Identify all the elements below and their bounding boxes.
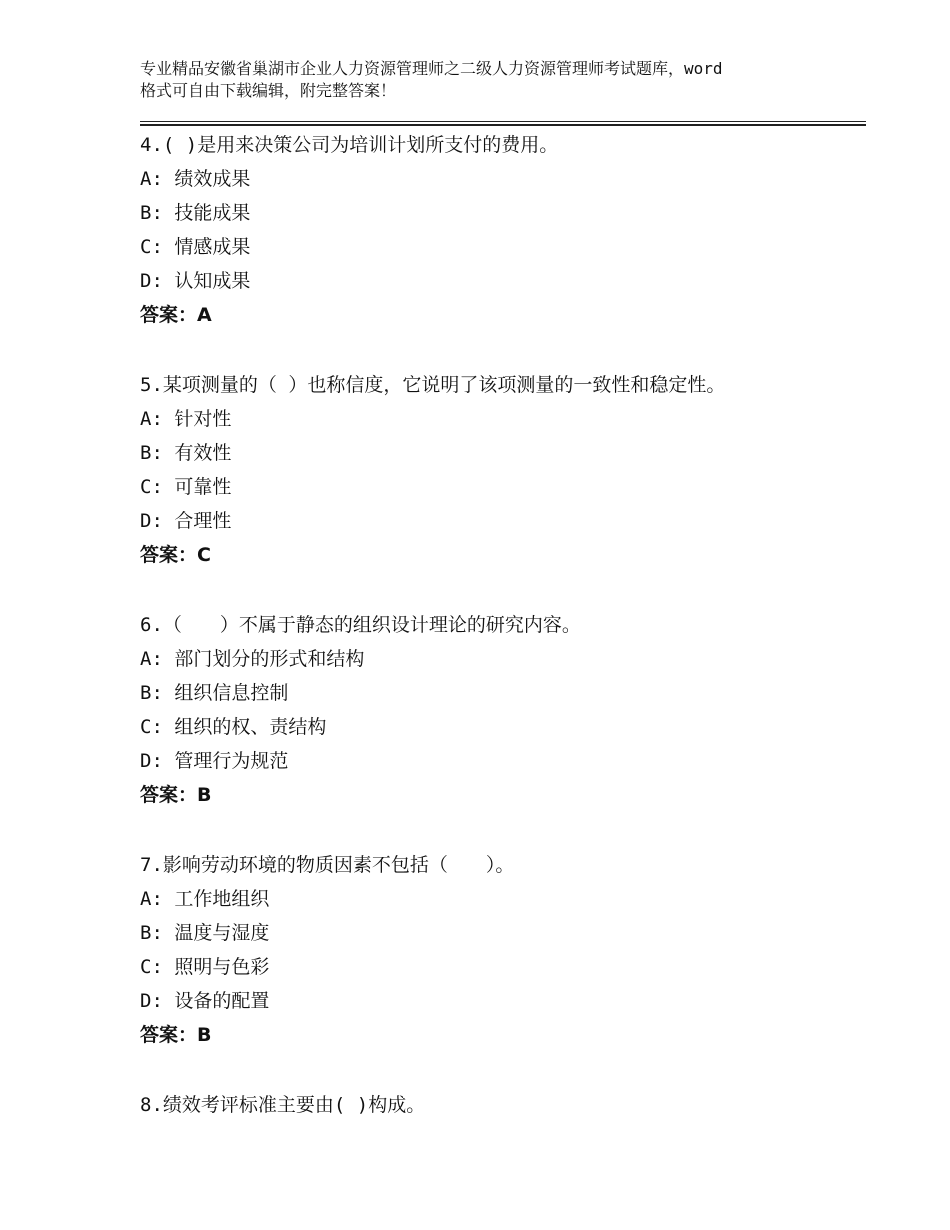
question-list <box>140 128 860 1122</box>
option-b: B: 技能成果 <box>140 202 251 224</box>
option-a: A: 部门划分的形式和结构 <box>140 648 365 670</box>
question-text: 8.绩效考评标准主要由( )构成。 <box>140 1094 426 1116</box>
option-a: A: 工作地组织 <box>140 888 270 910</box>
question-text: 4.( )是用来决策公司为培训计划所支付的费用。 <box>140 134 559 156</box>
question-spacer <box>140 812 860 848</box>
question-text: 5.某项测量的（ ）也称信度，它说明了该项测量的一致性和稳定性。 <box>140 374 726 396</box>
option-b: B: 组织信息控制 <box>140 682 289 704</box>
option-d: D: 认知成果 <box>140 270 251 292</box>
answer: 答案：A <box>140 304 212 326</box>
question-4 <box>140 128 860 332</box>
question-text: 7.影响劳动环境的物质因素不包括（ ）。 <box>140 854 515 876</box>
answer: 答案：C <box>140 544 211 566</box>
question-spacer <box>140 332 860 368</box>
option-d: D: 管理行为规范 <box>140 750 289 772</box>
header-divider-thick <box>140 124 866 126</box>
header-line-1: 专业精品安徽省巢湖市企业人力资源管理师之二级人力资源管理师考试题库，word <box>140 59 723 78</box>
question-6 <box>140 608 860 812</box>
document-header <box>140 58 830 102</box>
option-c: C: 组织的权、责结构 <box>140 716 327 738</box>
question-spacer <box>140 1052 860 1088</box>
question-spacer <box>140 572 860 608</box>
question-5 <box>140 368 860 572</box>
answer: 答案：B <box>140 1024 212 1046</box>
option-b: B: 温度与湿度 <box>140 922 270 944</box>
answer: 答案：B <box>140 784 212 806</box>
question-8 <box>140 1088 860 1122</box>
option-c: C: 情感成果 <box>140 236 251 258</box>
option-a: A: 针对性 <box>140 408 232 430</box>
header-line-2: 格式可自由下载编辑，附完整答案！ <box>140 81 397 100</box>
question-text: 6.（ ）不属于静态的组织设计理论的研究内容。 <box>140 614 581 636</box>
option-d: D: 设备的配置 <box>140 990 270 1012</box>
option-c: C: 可靠性 <box>140 476 232 498</box>
option-b: B: 有效性 <box>140 442 232 464</box>
option-d: D: 合理性 <box>140 510 232 532</box>
header-divider-thin <box>140 121 866 122</box>
question-7 <box>140 848 860 1052</box>
option-c: C: 照明与色彩 <box>140 956 270 978</box>
option-a: A: 绩效成果 <box>140 168 251 190</box>
